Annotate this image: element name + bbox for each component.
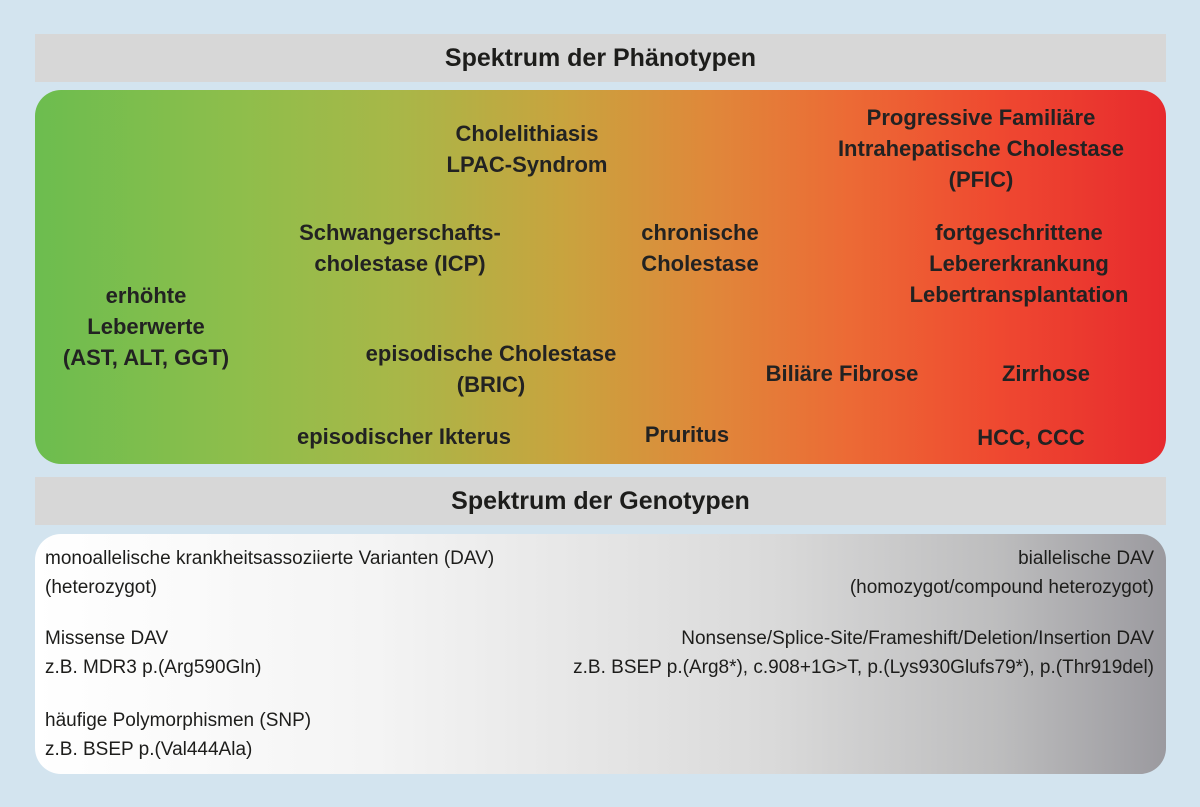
genotype-common-snp: häufige Polymorphismen (SNP) z.B. BSEP p.(Val444Ala) xyxy=(45,710,312,760)
phenotype-chronic-cholestasis: chronische Cholestase xyxy=(641,220,759,276)
phenotype-pfic: Progressive Familiäre Intrahepatische Cholestase (PFIC) xyxy=(837,105,1125,192)
phenotype-spectrum-panel xyxy=(35,90,1166,464)
phenotype-cholelithiasis: Cholelithiasis LPAC-Syndrom xyxy=(446,121,608,177)
genotype-missense-dav: Missense DAV z.B. MDR3 p.(Arg590Gln) xyxy=(45,628,262,678)
phenotype-episodic-icterus: episodischer Ikterus xyxy=(297,424,511,449)
genotype-spectrum-panel xyxy=(35,534,1166,774)
genotype-monoallelic-dav: monoallelische krankheitsassoziierte Varianten (DAV) (heterozygot) xyxy=(45,548,495,598)
phenotype-icp: Schwangerschafts- cholestase (ICP) xyxy=(299,220,501,276)
genotype-spectrum-header xyxy=(35,477,1166,525)
phenotype-bric: episodische Cholestase (BRIC) xyxy=(365,341,617,397)
phenotype-advanced-liver-disease: fortgeschrittene Lebererkrankung Lebertransplantation xyxy=(909,220,1129,307)
genotype-nonsense-dav: Nonsense/Splice-Site/Frameshift/Deletion/Insertion DAV z.B. BSEP p.(Arg8*), c.908+1G>T, p.(Lys930Glufs79*), p.(Thr919del) xyxy=(573,628,1154,678)
phenotype-elevated-liver-values: erhöhte Leberwerte (AST, ALT, GGT) xyxy=(62,283,230,370)
phenotype-hcc-ccc: HCC, CCC xyxy=(977,425,1085,450)
genotype-biallelic-dav: biallelische DAV (homozygot/compound heterozygot) xyxy=(849,548,1154,598)
phenotype-spectrum-header xyxy=(35,34,1166,82)
genotype-spectrum-title: Spektrum der Genotypen xyxy=(451,486,750,515)
phenotype-spectrum-title: Spektrum der Phänotypen xyxy=(444,43,757,72)
phenotype-cirrhosis: Zirrhose xyxy=(1001,361,1091,386)
phenotype-pruritus: Pruritus xyxy=(644,422,730,447)
phenotype-biliary-fibrosis: Biliäre Fibrose xyxy=(765,361,919,386)
